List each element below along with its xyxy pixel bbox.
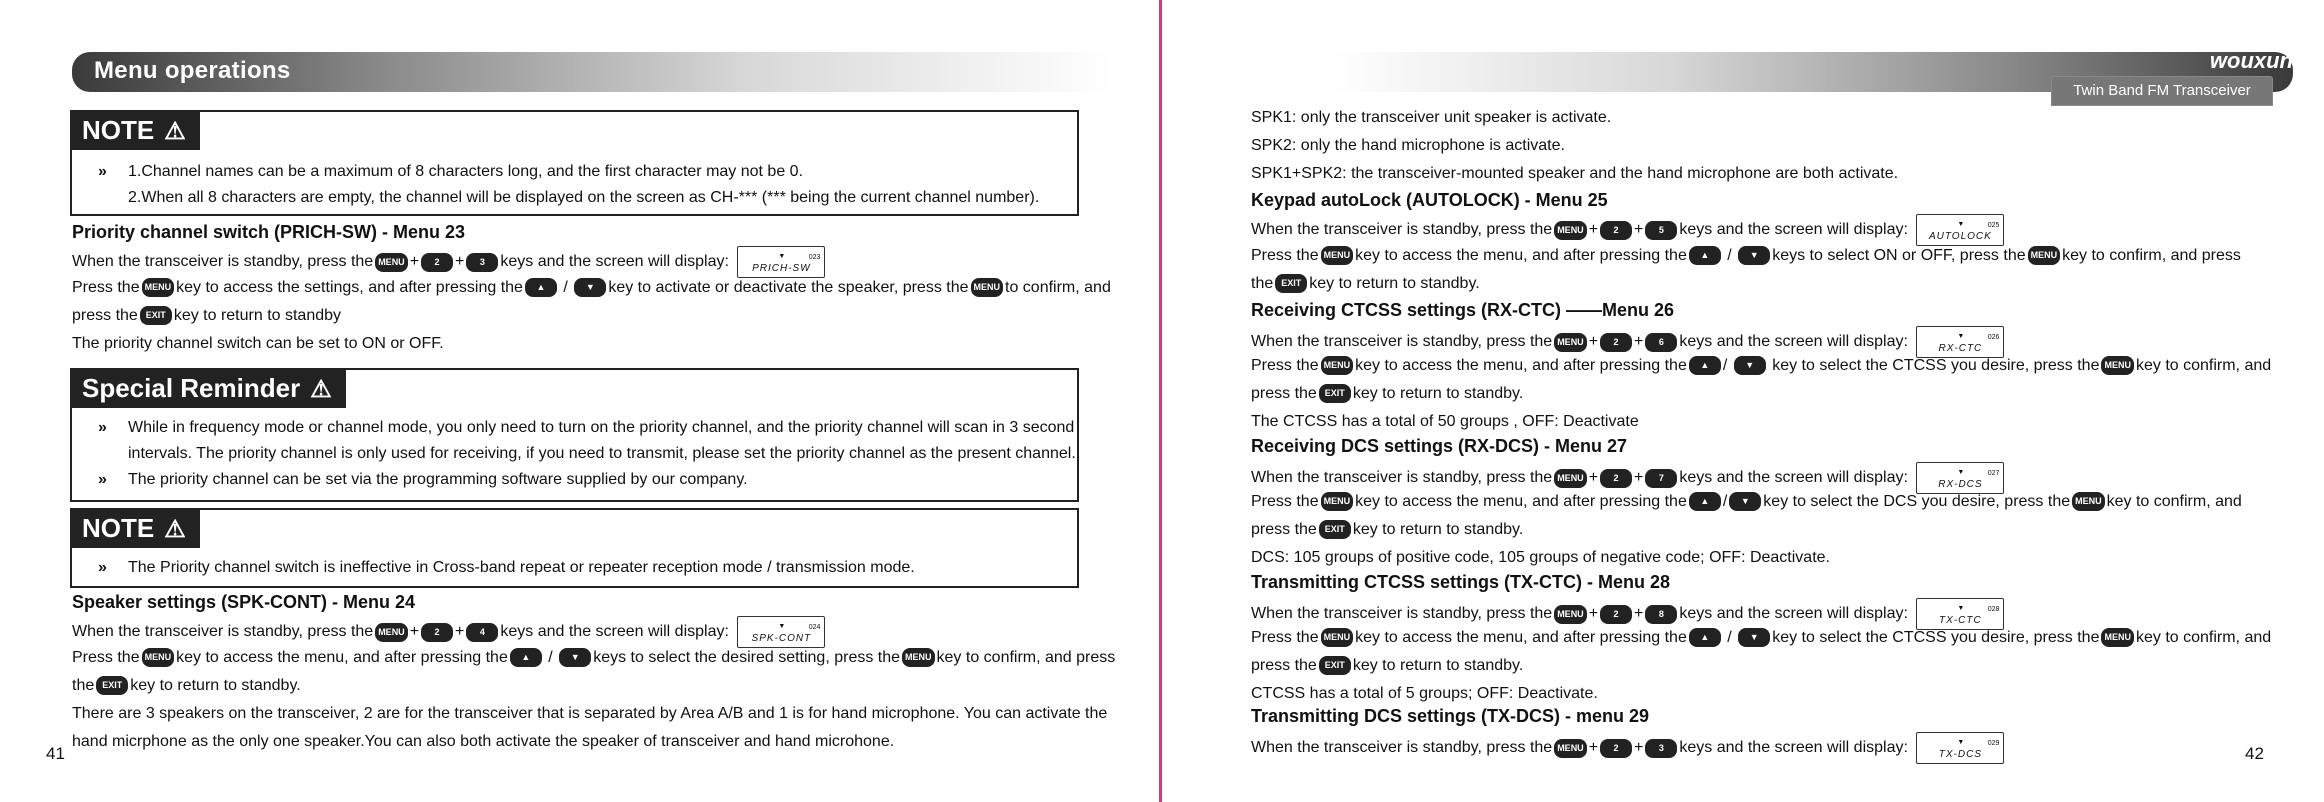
text-line: SPK1+SPK2: the transceiver-mounted speaker and the hand microphone are both activate. bbox=[1251, 165, 1899, 182]
exit-key-icon: EXIT bbox=[96, 676, 128, 695]
text-line: press the EXIT key to return to standby. bbox=[1251, 657, 1524, 674]
section-header-title: Menu operations bbox=[94, 57, 291, 84]
up-key-icon: ▲ bbox=[510, 648, 542, 667]
text-line: Press the MENU key to access the menu, and after pressing the ▲ / ▼ keys to select the desired setting, press the MENU key to confirm, and press bbox=[72, 649, 1116, 666]
menu-key-icon: MENU bbox=[2101, 356, 2134, 375]
up-key-icon: ▲ bbox=[1689, 356, 1721, 375]
lcd-display-icon: ▼ 028 TX-CTC bbox=[1916, 598, 2004, 630]
menu-key-icon: MENU bbox=[1554, 221, 1587, 240]
reminder-box bbox=[70, 368, 1079, 502]
note-line: » 1.Channel names can be a maximum of 8 characters long, and the first character may not be 0. bbox=[98, 163, 804, 180]
exit-key-icon: EXIT bbox=[1319, 520, 1351, 539]
text-line: SPK1: only the transceiver unit speaker is activate. bbox=[1251, 109, 1612, 126]
key-3-icon: 3 bbox=[466, 253, 498, 272]
text-line: Press the MENU key to access the menu, and after pressing the ▲ / ▼ key to select the CTCSS you desire, press the MENU key to confirm, and bbox=[1251, 629, 2272, 646]
key-2-icon: 2 bbox=[1600, 469, 1632, 488]
key-7-icon: 7 bbox=[1645, 469, 1677, 488]
up-key-icon: ▲ bbox=[1689, 492, 1721, 511]
text-line: CTCSS has a total of 5 groups; OFF: Deactivate. bbox=[1251, 685, 1598, 702]
text-line: SPK2: only the hand microphone is activate. bbox=[1251, 137, 1565, 154]
text-line: press the EXIT key to return to standby bbox=[72, 307, 342, 324]
chevron-icon: » bbox=[98, 419, 107, 436]
menu-key-icon: MENU bbox=[2101, 628, 2134, 647]
section-title-txctc: Transmitting CTCSS settings (TX-CTC) - Menu 28 bbox=[1251, 572, 1671, 592]
down-key-icon: ▼ bbox=[1738, 628, 1770, 647]
key-2-icon: 2 bbox=[1600, 605, 1632, 624]
key-8-icon: 8 bbox=[1645, 605, 1677, 624]
key-3-icon: 3 bbox=[1645, 739, 1677, 758]
text-line: Press the MENU key to access the settings, and after pressing the ▲ / ▼ key to activate or deactivate the speaker, press the MENU to confirm, and bbox=[72, 279, 1111, 296]
text-line: DCS: 105 groups of positive code, 105 groups of negative code; OFF: Deactivate. bbox=[1251, 549, 1830, 566]
up-key-icon: ▲ bbox=[525, 278, 557, 297]
lcd-display-icon: ▼ 027 RX-DCS bbox=[1916, 462, 2004, 494]
section-title-rxctc: Receiving CTCSS settings (RX-CTC) ——Menu 26 bbox=[1251, 300, 1675, 320]
menu-key-icon: MENU bbox=[2028, 246, 2061, 265]
key-2-icon: 2 bbox=[1600, 221, 1632, 240]
menu-key-icon: MENU bbox=[1554, 739, 1587, 758]
warning-icon: ⚠ bbox=[164, 118, 186, 145]
menu-key-icon: MENU bbox=[1321, 628, 1354, 647]
menu-key-icon: MENU bbox=[1321, 356, 1354, 375]
down-key-icon: ▼ bbox=[1738, 246, 1770, 265]
menu-key-icon: MENU bbox=[2072, 492, 2105, 511]
lcd-display-icon: ▼ 025 AUTOLOCK bbox=[1916, 214, 2004, 246]
reminder-badge: Special Reminder ⚠ bbox=[70, 368, 346, 408]
lcd-display-icon: ▼ 029 TX-DCS bbox=[1916, 732, 2004, 764]
key-2-icon: 2 bbox=[421, 253, 453, 272]
text-line: When the transceiver is standby, press the MENU + 2 + 7 keys and the screen will display: ▼ 027 RX-DCS bbox=[1251, 462, 2004, 494]
warning-icon: ⚠ bbox=[310, 376, 332, 403]
text-line: When the transceiver is standby, press the MENU + 2 + 3 keys and the screen will display: ▼ 023 PRICH-SW bbox=[72, 246, 825, 278]
tagline: Twin Band FM Transceiver bbox=[2051, 76, 2273, 106]
note-badge: NOTE ⚠ bbox=[70, 508, 200, 548]
brand-logo: wouxun bbox=[2209, 48, 2293, 73]
menu-key-icon: MENU bbox=[375, 253, 408, 272]
text-line: hand micrphone as the only one speaker.You can also both activate the speaker of transceiver and hand microhone. bbox=[72, 733, 895, 750]
section-title-rxdcs: Receiving DCS settings (RX-DCS) - Menu 27 bbox=[1251, 436, 1628, 456]
text-line: When the transceiver is standby, press the MENU + 2 + 6 keys and the screen will display: ▼ 026 RX-CTC bbox=[1251, 326, 2004, 358]
menu-key-icon: MENU bbox=[1554, 605, 1587, 624]
warning-icon: ⚠ bbox=[164, 516, 186, 543]
text-line: the EXIT key to return to standby. bbox=[1251, 275, 1480, 292]
key-2-icon: 2 bbox=[1600, 333, 1632, 352]
text-line: press the EXIT key to return to standby. bbox=[1251, 385, 1524, 402]
section-title-prich: Priority channel switch (PRICH-SW) - Menu 23 bbox=[72, 222, 466, 242]
text-line: When the transceiver is standby, press the MENU + 2 + 3 keys and the screen will display: ▼ 029 TX-DCS bbox=[1251, 732, 2004, 764]
note-line: » The Priority channel switch is ineffective in Cross-band repeat or repeater reception mode / transmission mode. bbox=[98, 559, 915, 576]
key-2-icon: 2 bbox=[421, 623, 453, 642]
note-box bbox=[70, 508, 1079, 588]
key-4-icon: 4 bbox=[466, 623, 498, 642]
up-key-icon: ▲ bbox=[1689, 628, 1721, 647]
down-key-icon: ▼ bbox=[1734, 356, 1766, 375]
menu-key-icon: MENU bbox=[142, 278, 175, 297]
down-key-icon: ▼ bbox=[559, 648, 591, 667]
up-key-icon: ▲ bbox=[1689, 246, 1721, 265]
text-line: Press the MENU key to access the menu, and after pressing the ▲ / ▼ keys to select ON or OFF, press the MENU key to confirm, and press bbox=[1251, 247, 2241, 264]
lcd-display-icon: ▼ 023 PRICH-SW bbox=[737, 246, 825, 278]
chevron-icon: » bbox=[98, 163, 107, 180]
down-key-icon: ▼ bbox=[574, 278, 606, 297]
page-number: 42 bbox=[2245, 744, 2264, 763]
reminder-line: » The priority channel can be set via the programming software supplied by our company. bbox=[98, 471, 748, 488]
menu-key-icon: MENU bbox=[1554, 333, 1587, 352]
section-title-spk: Speaker settings (SPK-CONT) - Menu 24 bbox=[72, 592, 416, 612]
text-line: The CTCSS has a total of 50 groups , OFF: Deactivate bbox=[1251, 413, 1639, 430]
note-line: 2.When all 8 characters are empty, the channel will be displayed on the screen as CH-*** (*** being the current channel number). bbox=[128, 189, 1040, 206]
right-page bbox=[1163, 0, 2324, 802]
chevron-icon: » bbox=[98, 559, 107, 576]
menu-key-icon: MENU bbox=[902, 648, 935, 667]
text-line: There are 3 speakers on the transceiver, 2 are for the transceiver that is separated by Area A/B and 1 is for hand microphone. You can activate the bbox=[72, 705, 1108, 722]
key-5-icon: 5 bbox=[1645, 221, 1677, 240]
page-spine bbox=[1159, 0, 1162, 802]
exit-key-icon: EXIT bbox=[140, 306, 172, 325]
lcd-display-icon: ▼ 024 SPK-CONT bbox=[737, 616, 825, 648]
menu-key-icon: MENU bbox=[1321, 246, 1354, 265]
text-line: When the transceiver is standby, press the MENU + 2 + 4 keys and the screen will display: ▼ 024 SPK-CONT bbox=[72, 616, 825, 648]
note-badge: NOTE ⚠ bbox=[70, 110, 200, 150]
note-box bbox=[70, 110, 1079, 216]
text-line: Press the MENU key to access the menu, and after pressing the ▲ / ▼ key to select the CTCSS you desire, press the MENU key to confirm, and bbox=[1251, 357, 2272, 374]
text-line: When the transceiver is standby, press the MENU + 2 + 8 keys and the screen will display: ▼ 028 TX-CTC bbox=[1251, 598, 2004, 630]
reminder-line: intervals. The priority channel is only used for receiving, if you need to transmit, please set the priority channel as the present channel. bbox=[128, 445, 1076, 462]
text-line: press the EXIT key to return to standby. bbox=[1251, 521, 1524, 538]
text-line: the EXIT key to return to standby. bbox=[72, 677, 301, 694]
section-title-txdcs: Transmitting DCS settings (TX-DCS) - menu 29 bbox=[1251, 706, 1650, 726]
text-line: When the transceiver is standby, press the MENU + 2 + 5 keys and the screen will display: ▼ 025 AUTOLOCK bbox=[1251, 214, 2004, 246]
page-number: 41 bbox=[46, 744, 65, 763]
exit-key-icon: EXIT bbox=[1319, 656, 1351, 675]
exit-key-icon: EXIT bbox=[1319, 384, 1351, 403]
lcd-display-icon: ▼ 026 RX-CTC bbox=[1916, 326, 2004, 358]
exit-key-icon: EXIT bbox=[1275, 274, 1307, 293]
menu-key-icon: MENU bbox=[1554, 469, 1587, 488]
menu-key-icon: MENU bbox=[142, 648, 175, 667]
text-line: Press the MENU key to access the menu, and after pressing the ▲ / ▼ key to select the DCS you desire, press the MENU key to confirm, and bbox=[1251, 493, 2242, 510]
key-6-icon: 6 bbox=[1645, 333, 1677, 352]
down-key-icon: ▼ bbox=[1729, 492, 1761, 511]
text-line: The priority channel switch can be set to ON or OFF. bbox=[72, 335, 444, 352]
menu-key-icon: MENU bbox=[971, 278, 1004, 297]
menu-key-icon: MENU bbox=[1321, 492, 1354, 511]
chevron-icon: » bbox=[98, 471, 107, 488]
section-title-autolock: Keypad autoLock (AUTOLOCK) - Menu 25 bbox=[1251, 190, 1608, 210]
key-2-icon: 2 bbox=[1600, 739, 1632, 758]
section-header bbox=[72, 52, 1112, 92]
left-page bbox=[0, 0, 1161, 802]
reminder-line: » While in frequency mode or channel mode, you only need to turn on the priority channel, and the priority channel will scan in 3 second bbox=[98, 419, 1075, 436]
menu-key-icon: MENU bbox=[375, 623, 408, 642]
